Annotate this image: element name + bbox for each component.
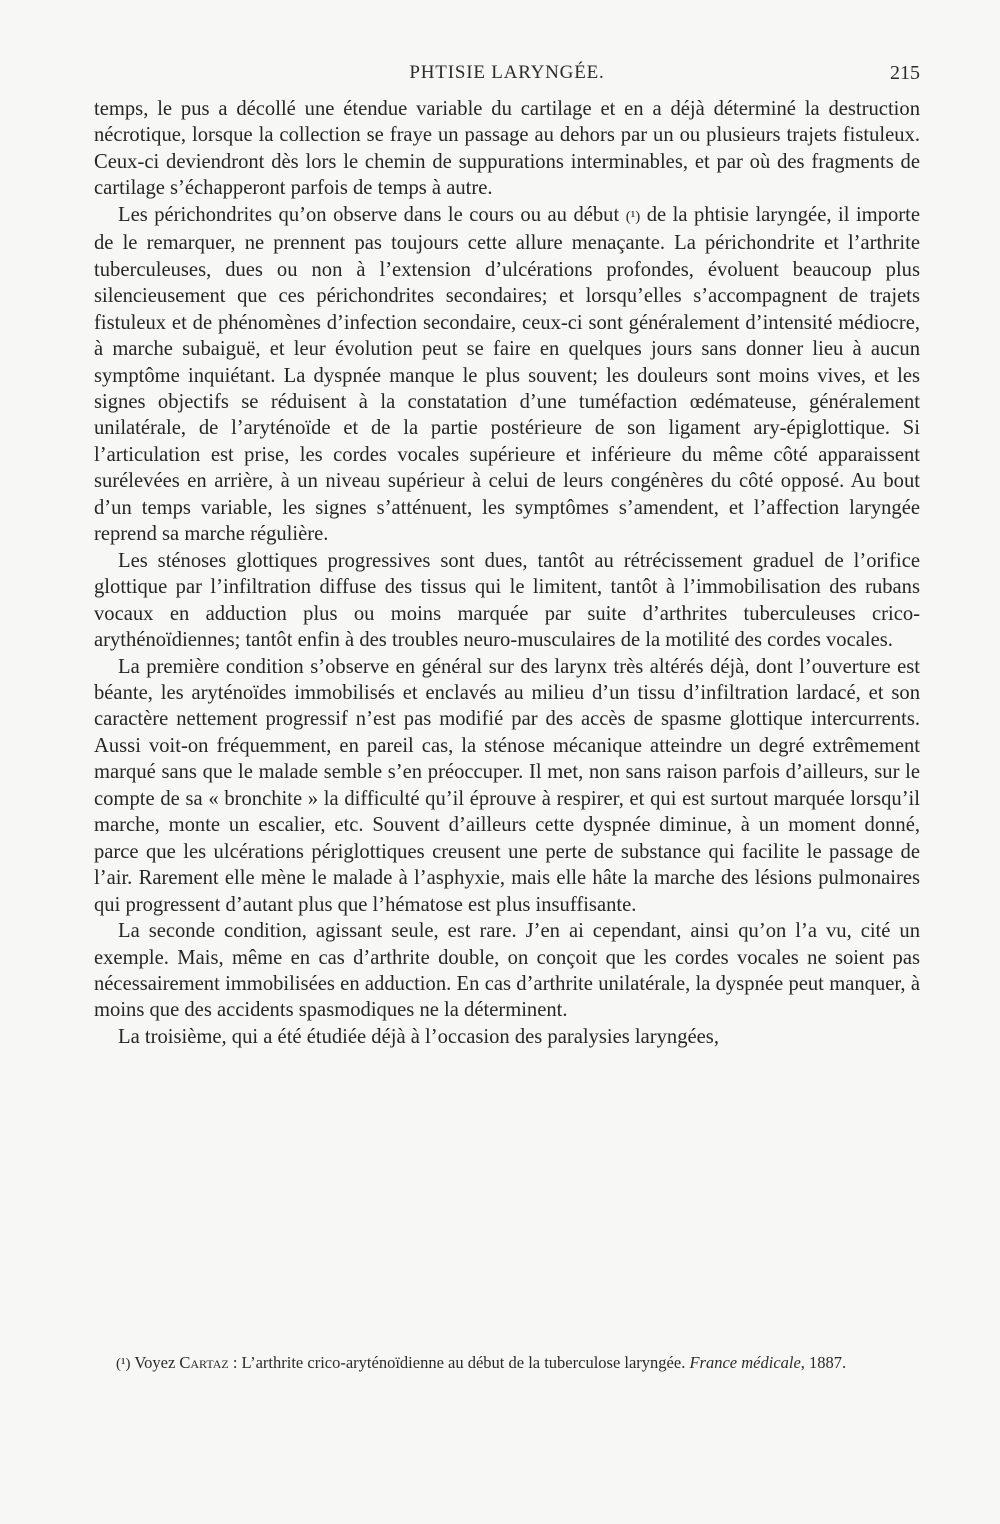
paragraph-2: [94, 202, 920, 548]
running-head: [94, 62, 920, 88]
footnote-year: , 1887.: [800, 1353, 847, 1372]
footnote-author: Cartaz: [179, 1353, 229, 1372]
footnote-reference: (¹): [625, 208, 641, 225]
footnotes: [94, 1352, 920, 1375]
running-title: PHTISIE LARYNGÉE.: [409, 62, 605, 83]
paragraph-2-text-end: de la phtisie laryngée, il importe de le remarquer, ne prennent pas toujours cette allure menaçante. La périchondrite et l’arthrite tuberculeuses, dues ou non à l’extension d’ulcérations profondes, évoluent beaucoup plus silencieusement que ces périchondrites secondaires; et lorsqu’elles s’accompagnent de trajets fistuleux et de phénomènes d’infection secondaire, ceux-ci sont généralement d’intensité médiocre, à marche subaiguë, et leur évolution peut se faire en quelques jours sans donner lieu à aucun symptôme inquiétant. La dyspnée manque le plus souvent; les douleurs sont moins vives, et les signes objectifs se réduisent à la constatation d’une tuméfaction œdémateuse, généralement unilatérale, de l’aryténoïde et de la partie postérieure de son ligament ary-épiglottique. Si l’articulation est prise, les cordes vocales supérieure et inférieure du même côté apparaissent surélevées en arrière, à un niveau supérieur à celui de leurs congénères du côté opposé. Au bout d’un temps variable, les signes s’atténuent, les symptômes s’amendent, et l’affection laryngée reprend sa marche régulière.: [94, 203, 920, 546]
footnote-journal: France médicale: [689, 1353, 801, 1372]
paragraph-6: La troisième, qui a été étudiée déjà à l’occasion des paralysies laryngées,: [118, 1025, 719, 1048]
paragraph-3: Les sténoses glottiques progressives sont dues, tantôt au rétrécissement graduel de l’orifice glottique par l’infiltration diffuse des tissus qui le limitent, tantôt à l’immobilisation des rubans vocaux en adduction plus ou moins marquée par suite d’arthrites tuberculeuses crico-arythénoïdiennes; tantôt enfin à des troubles neuro-musculaires de la motilité des cordes vocales.: [94, 549, 920, 652]
body-text: [94, 96, 920, 1050]
footnote-1: [94, 1352, 920, 1375]
paragraph-5: La seconde condition, agissant seule, est rare. J’en ai cependant, ainsi qu’on l’a vu, cité un exemple. Mais, même en cas d’arthrite double, on conçoit que les cordes vocales ne soient pas nécessairement immobilisées en adduction. En cas d’arthrite unilatérale, la dyspnée peut manquer, à moins que des accidents spasmodiques ne la déterminent.: [94, 920, 920, 1022]
paragraph-1: temps, le pus a décollé une étendue variable du cartilage et en a déjà déterminé la destruction nécrotique, lorsque la collection se fraye un passage au dehors par un ou plusieurs trajets fistuleux. Ceux-ci deviendront dès lors le chemin de suppurations interminables, et par où des fragments de cartilage s’échapperont parfois de temps à autre.: [94, 98, 920, 200]
footnote-mark: (¹): [116, 1356, 131, 1372]
footnote-lead: Voyez: [130, 1353, 180, 1372]
paragraph-4: La première condition s’observe en général sur des larynx très altérés déjà, dont l’ouverture est béante, les aryténoïdes immobilisés et enclavés au milieu d’un tissu d’infiltration lardacé, et son caractère nettement progressif n’est pas modifié par des accès de spasme glottique intercurrents. Aussi voit-on fréquemment, en pareil cas, la sténose mécanique atteindre un degré extrêmement marqué sans que le malade semble s’en préoccuper. Il met, non sans raison parfois d’ailleurs, sur le compte de sa « bronchite » la difficulté qu’il éprouve à respirer, et qui est surtout marquée lorsqu’il marche, monte un escalier, etc. Souvent d’ailleurs cette dyspnée diminue, à un moment donné, parce que les ulcérations périglottiques creusent une perte de substance qui facilite le passage de l’air. Rarement elle mène le malade à l’asphyxie, mais elle hâte la marche des lésions pulmonaires qui progressent d’autant plus que l’hématose est plus insuffisante.: [94, 655, 920, 916]
paragraph-2-text-start: Les périchondrites qu’on observe dans le cours ou au début: [118, 203, 626, 226]
page-number: 215: [890, 62, 920, 84]
footnote-title: : L’arthrite crico-aryténoïdienne au début de la tuberculose laryngée.: [228, 1353, 690, 1372]
